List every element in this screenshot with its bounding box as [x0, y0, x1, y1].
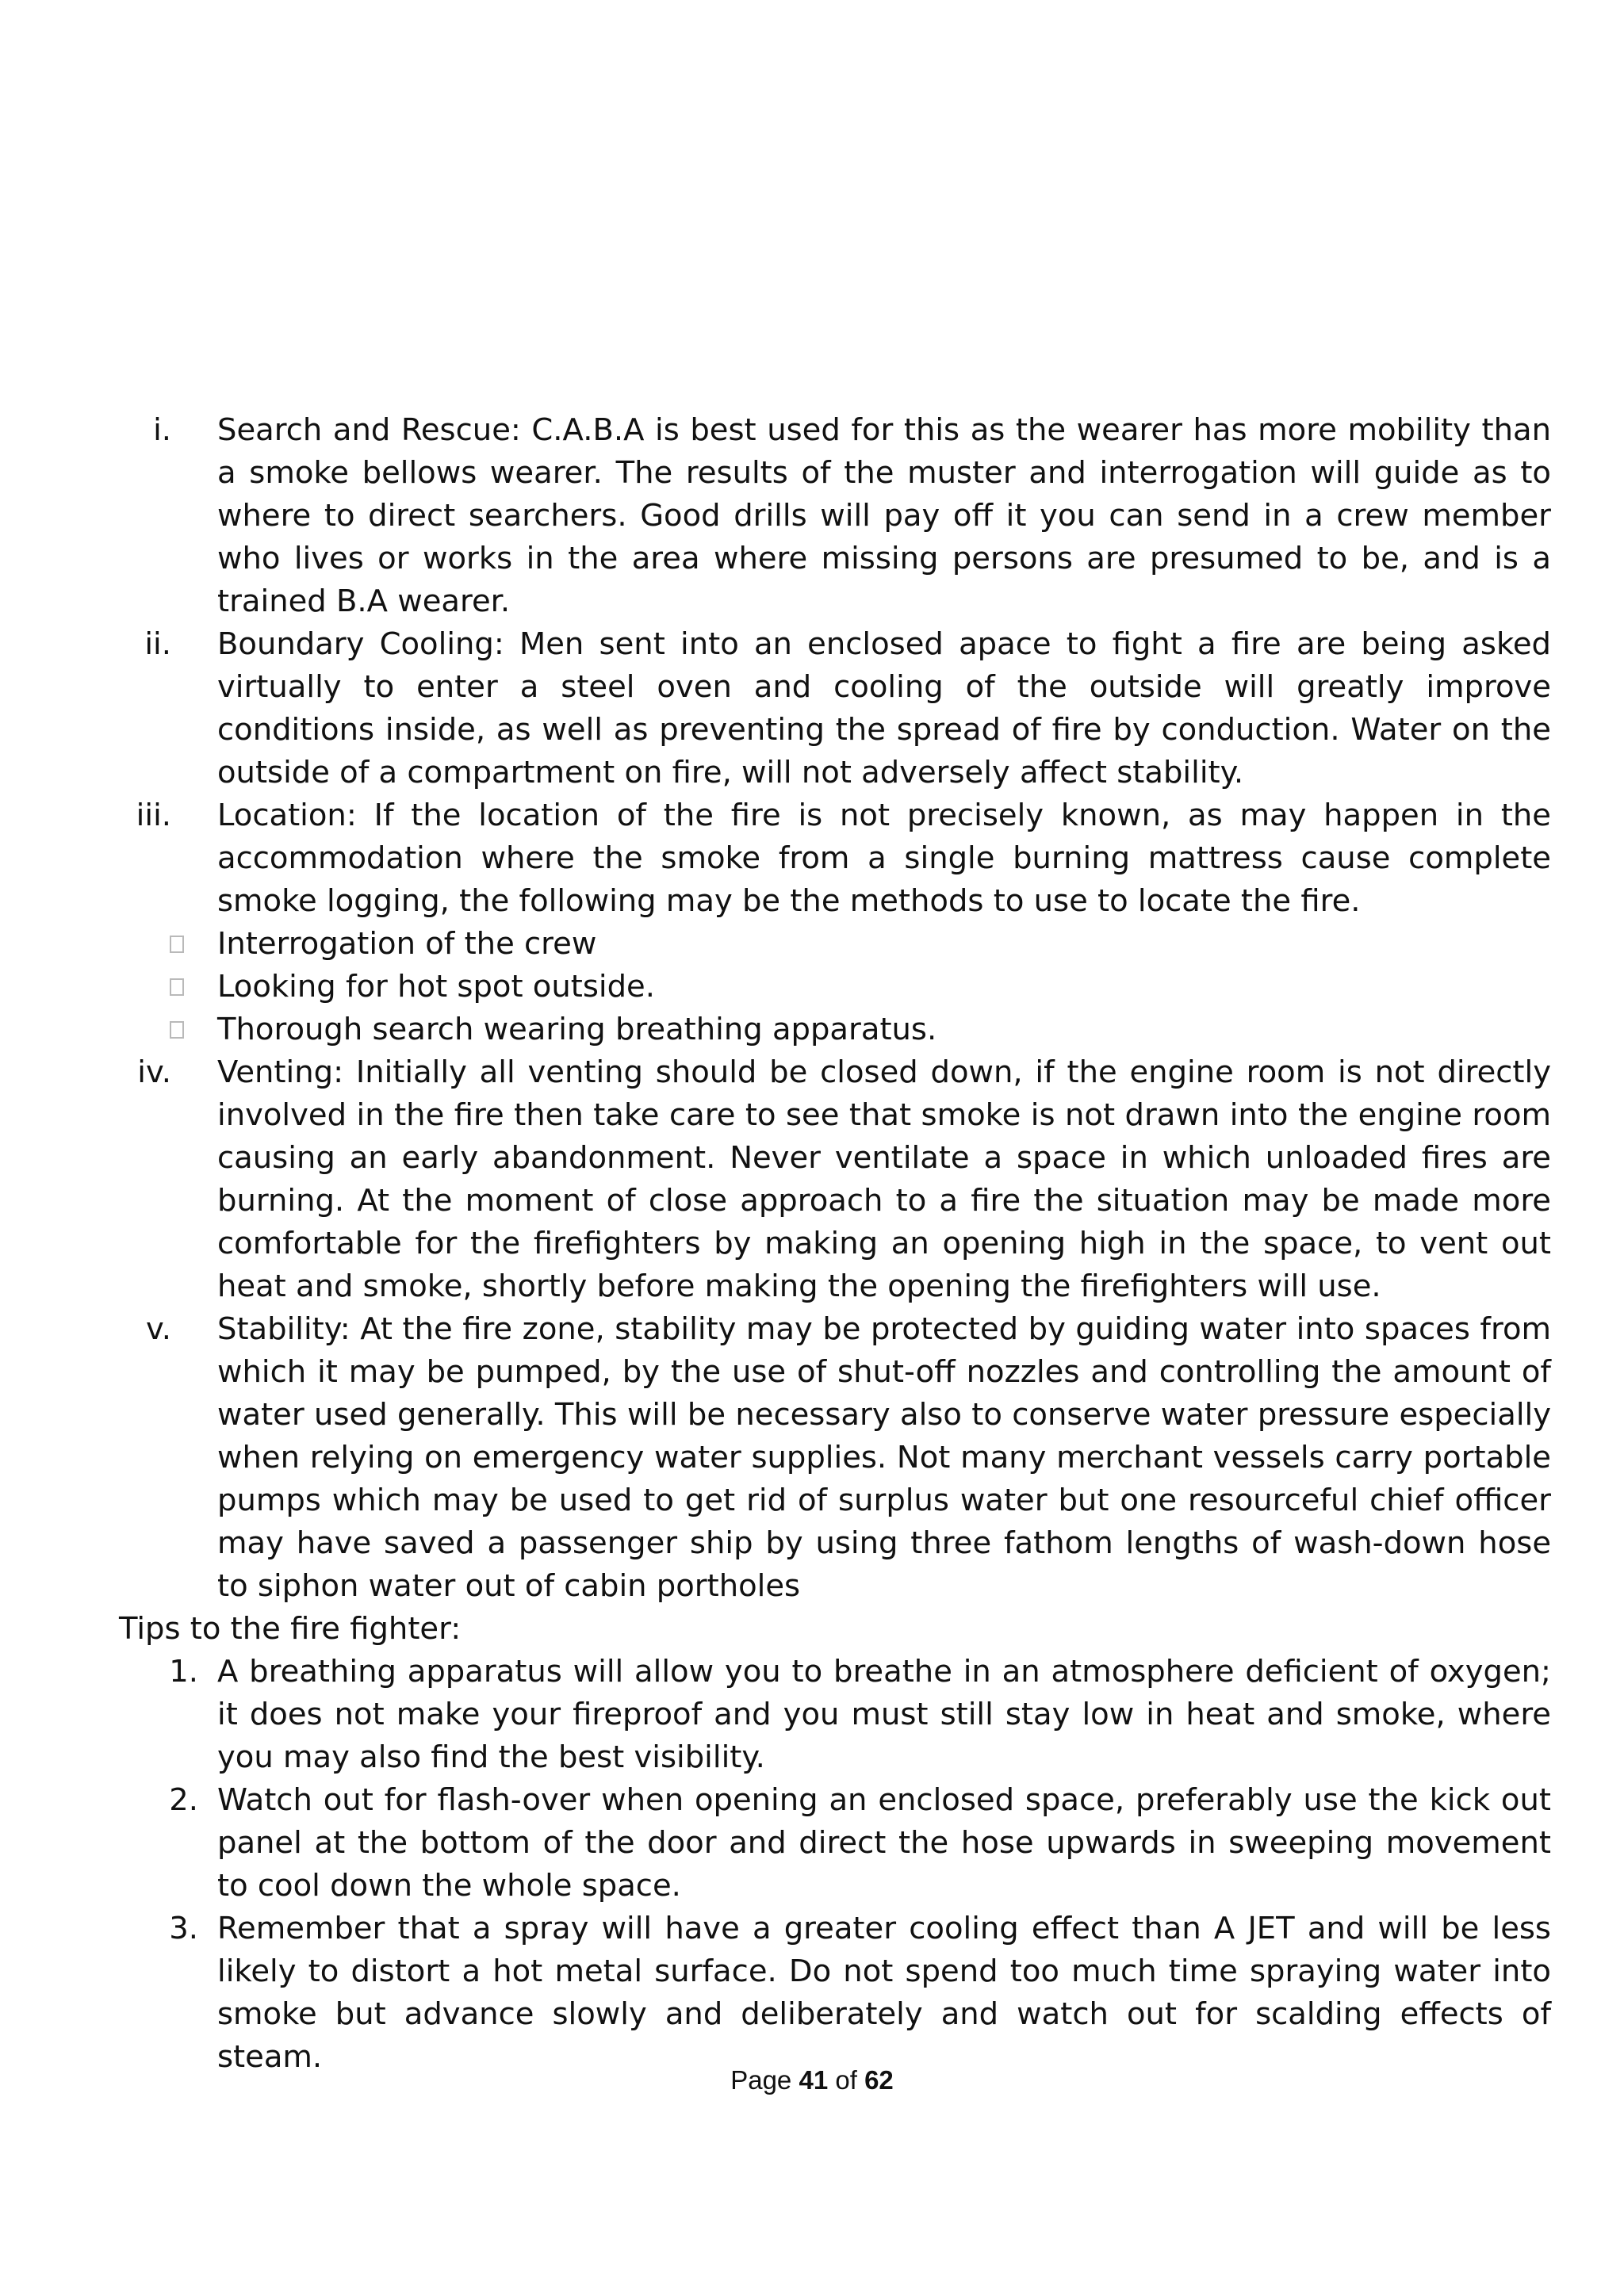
- bullet-item: [119, 923, 1551, 966]
- bullet-text: Interrogation of the crew: [217, 926, 597, 962]
- tip-number: 1.: [169, 1654, 198, 1689]
- list-item-venting: [119, 1051, 1551, 1308]
- list-item-search-rescue: [119, 409, 1551, 623]
- total-pages-number: 62: [864, 2065, 894, 2095]
- list-marker: iii.: [136, 798, 171, 833]
- bullet-box-icon: [170, 936, 184, 953]
- bullet-box-icon: [170, 978, 184, 996]
- tip-item: [119, 1908, 1551, 2079]
- page-of-label: of: [835, 2065, 857, 2095]
- tip-text: Remember that a spray will have a greater cooling effect than A JET and will be less likely to distort a hot metal surface. Do not spend too much time spraying water into smoke but advance slowly and deliberately and watch out for scalding effects of steam.: [217, 1911, 1551, 2075]
- list-item-text: Location: If the location of the fire is not precisely known, as may happen in the accommodation where the smoke from a single burning mattress cause complete smoke logging, the following may be the methods to use to locate the fire.: [217, 798, 1551, 919]
- tip-text: A breathing apparatus will allow you to breathe in an atmosphere deficient of oxygen; it does not make your fireproof and you must still stay low in heat and smoke, where you may also find the best visibility.: [217, 1654, 1551, 1775]
- list-item-text: Search and Rescue: C.A.B.A is best used for this as the wearer has more mobility than a smoke bellows wearer. The results of the muster and interrogation will guide as to where to direct searchers. Good drills will pay off it you can send in a crew member who lives or works in the area where missing persons are presumed to be, and is a trained B.A wearer.: [217, 412, 1551, 619]
- bullet-text: Thorough search wearing breathing apparatus.: [217, 1012, 937, 1047]
- page-label: Page: [730, 2065, 792, 2095]
- list-marker: i.: [153, 412, 171, 448]
- bullet-item: [119, 966, 1551, 1008]
- list-marker: ii.: [144, 626, 171, 662]
- tip-number: 2.: [169, 1782, 198, 1818]
- page-footer: [0, 2064, 1624, 2096]
- bullet-item: [119, 1008, 1551, 1051]
- tip-item: [119, 1651, 1551, 1779]
- list-marker: iv.: [137, 1054, 171, 1090]
- document-body: [119, 409, 1551, 2079]
- tips-heading: Tips to the fire fighter:: [119, 1611, 462, 1647]
- tip-text: Watch out for flash-over when opening an enclosed space, preferably use the kick out panel at the bottom of the door and direct the hose upwards in sweeping movement to cool down the whole space.: [217, 1782, 1551, 1904]
- bullet-box-icon: [170, 1021, 184, 1039]
- tip-item: [119, 1779, 1551, 1908]
- list-marker: v.: [145, 1311, 171, 1347]
- bullet-text: Looking for hot spot outside.: [217, 969, 655, 1004]
- list-item-text: Stability: At the fire zone, stability may be protected by guiding water into spaces from which it may be pumped, by the use of shut-off nozzles and controlling the amount of water used generally. This will be necessary also to conserve water pressure especially when relying on emergency water supplies. Not many merchant vessels carry portable pumps which may be used to get rid of surplus water but one resourceful chief officer may have saved a passenger ship by using three fathom lengths of wash-down hose to siphon water out of cabin portholes: [217, 1311, 1551, 1604]
- list-item-location: [119, 794, 1551, 923]
- tip-number: 3.: [169, 1911, 198, 1946]
- list-item-text: Boundary Cooling: Men sent into an enclosed apace to fight a fire are being asked virtually to enter a steel oven and cooling of the outside will greatly improve conditions inside, as well as preventing the spread of fire by conduction. Water on the outside of a compartment on fire, will not adversely affect stability.: [217, 626, 1551, 790]
- list-item-boundary-cooling: [119, 623, 1551, 794]
- list-item-stability: [119, 1308, 1551, 1608]
- list-item-text: Venting: Initially all venting should be closed down, if the engine room is not directly involved in the fire then take care to see that smoke is not drawn into the engine room causing an early abandonment. Never ventilate a space in which unloaded fires are burning. At the moment of close approach to a fire the situation may be made more comfortable for the firefighters by making an opening high in the space, to vent out heat and smoke, shortly before making the opening the firefighters will use.: [217, 1054, 1551, 1304]
- current-page-number: 41: [799, 2065, 829, 2095]
